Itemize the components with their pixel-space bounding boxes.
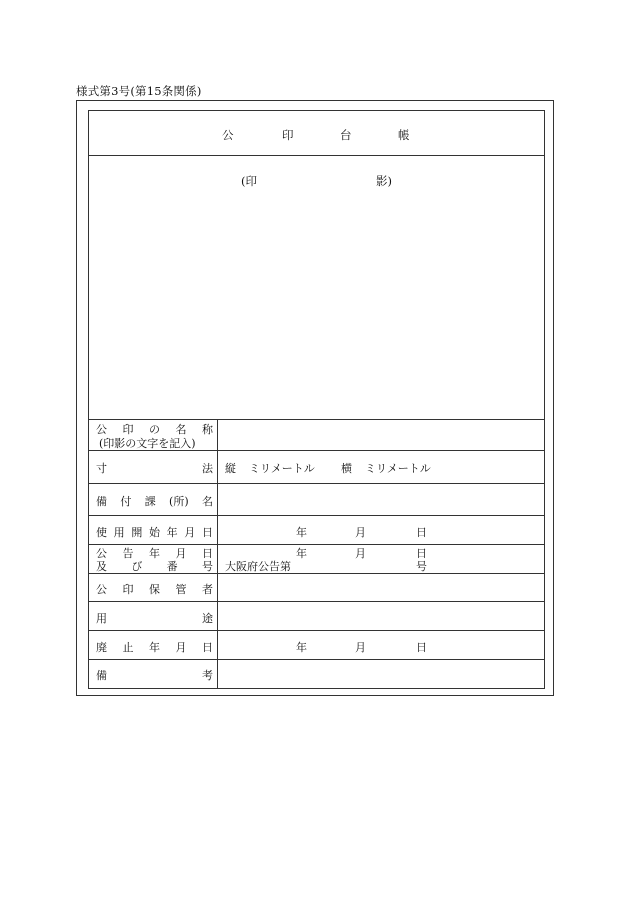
row-department [89, 484, 544, 516]
title-char: 印 [282, 128, 294, 142]
label-cell [89, 420, 218, 450]
department-field[interactable] [219, 484, 544, 515]
abolition-date-field[interactable]: 年 月 日 [296, 641, 427, 654]
title-char: 公 [222, 128, 234, 142]
label-subtext: (印影の文字を記入) [99, 437, 196, 450]
label-text: 備 考 [96, 669, 213, 682]
label-cell [89, 484, 218, 515]
seal-caption-close: 影) [376, 174, 392, 188]
notice-field[interactable]: 年 月 日 大阪府公告第 号 [225, 547, 427, 573]
label-text: 備 付 課 (所) 名 [96, 495, 213, 508]
title-row [89, 111, 544, 156]
row-custodian [89, 574, 544, 602]
label-cell [89, 631, 218, 659]
label-text: 寸 法 [96, 462, 213, 475]
title-char: 台 [340, 128, 352, 142]
row-seal-name [89, 420, 544, 451]
row-notice [89, 545, 544, 574]
row-purpose [89, 602, 544, 631]
label-text: 廃 止 年 月 日 [96, 641, 213, 654]
seal-caption-open: (印 [241, 174, 257, 188]
label-cell [89, 602, 218, 630]
label-text: 公 告 年 月 日 [96, 547, 213, 560]
label-cell [89, 660, 218, 688]
row-remarks [89, 660, 544, 688]
seal-impression-area[interactable] [89, 156, 544, 420]
label-text: 公 印 の 名 称 [96, 423, 213, 436]
label-text: 公 印 保 管 者 [96, 583, 213, 596]
label-cell [89, 516, 218, 544]
row-start-date [89, 516, 544, 545]
row-dimensions [89, 451, 544, 484]
label-text: 用 途 [96, 612, 213, 625]
label-cell [89, 574, 218, 601]
purpose-field[interactable] [219, 602, 544, 630]
label-cell [89, 545, 218, 573]
label-text: 使 用 開 始 年 月 日 [96, 526, 213, 539]
custodian-field[interactable] [219, 574, 544, 601]
label-cell [89, 451, 218, 483]
start-date-field[interactable]: 年 月 日 [296, 526, 427, 539]
register-form [88, 110, 545, 689]
label-text-line2: 及 び 番 号 [96, 560, 213, 573]
remarks-field[interactable] [219, 660, 544, 688]
title-char: 帳 [398, 128, 410, 142]
seal-name-field[interactable] [219, 420, 544, 450]
dimensions-field[interactable]: 縦 ミリメートル 横 ミリメートル [225, 462, 431, 475]
row-abolition-date [89, 631, 544, 660]
form-number-label: 様式第3号(第15条関係) [76, 84, 202, 98]
